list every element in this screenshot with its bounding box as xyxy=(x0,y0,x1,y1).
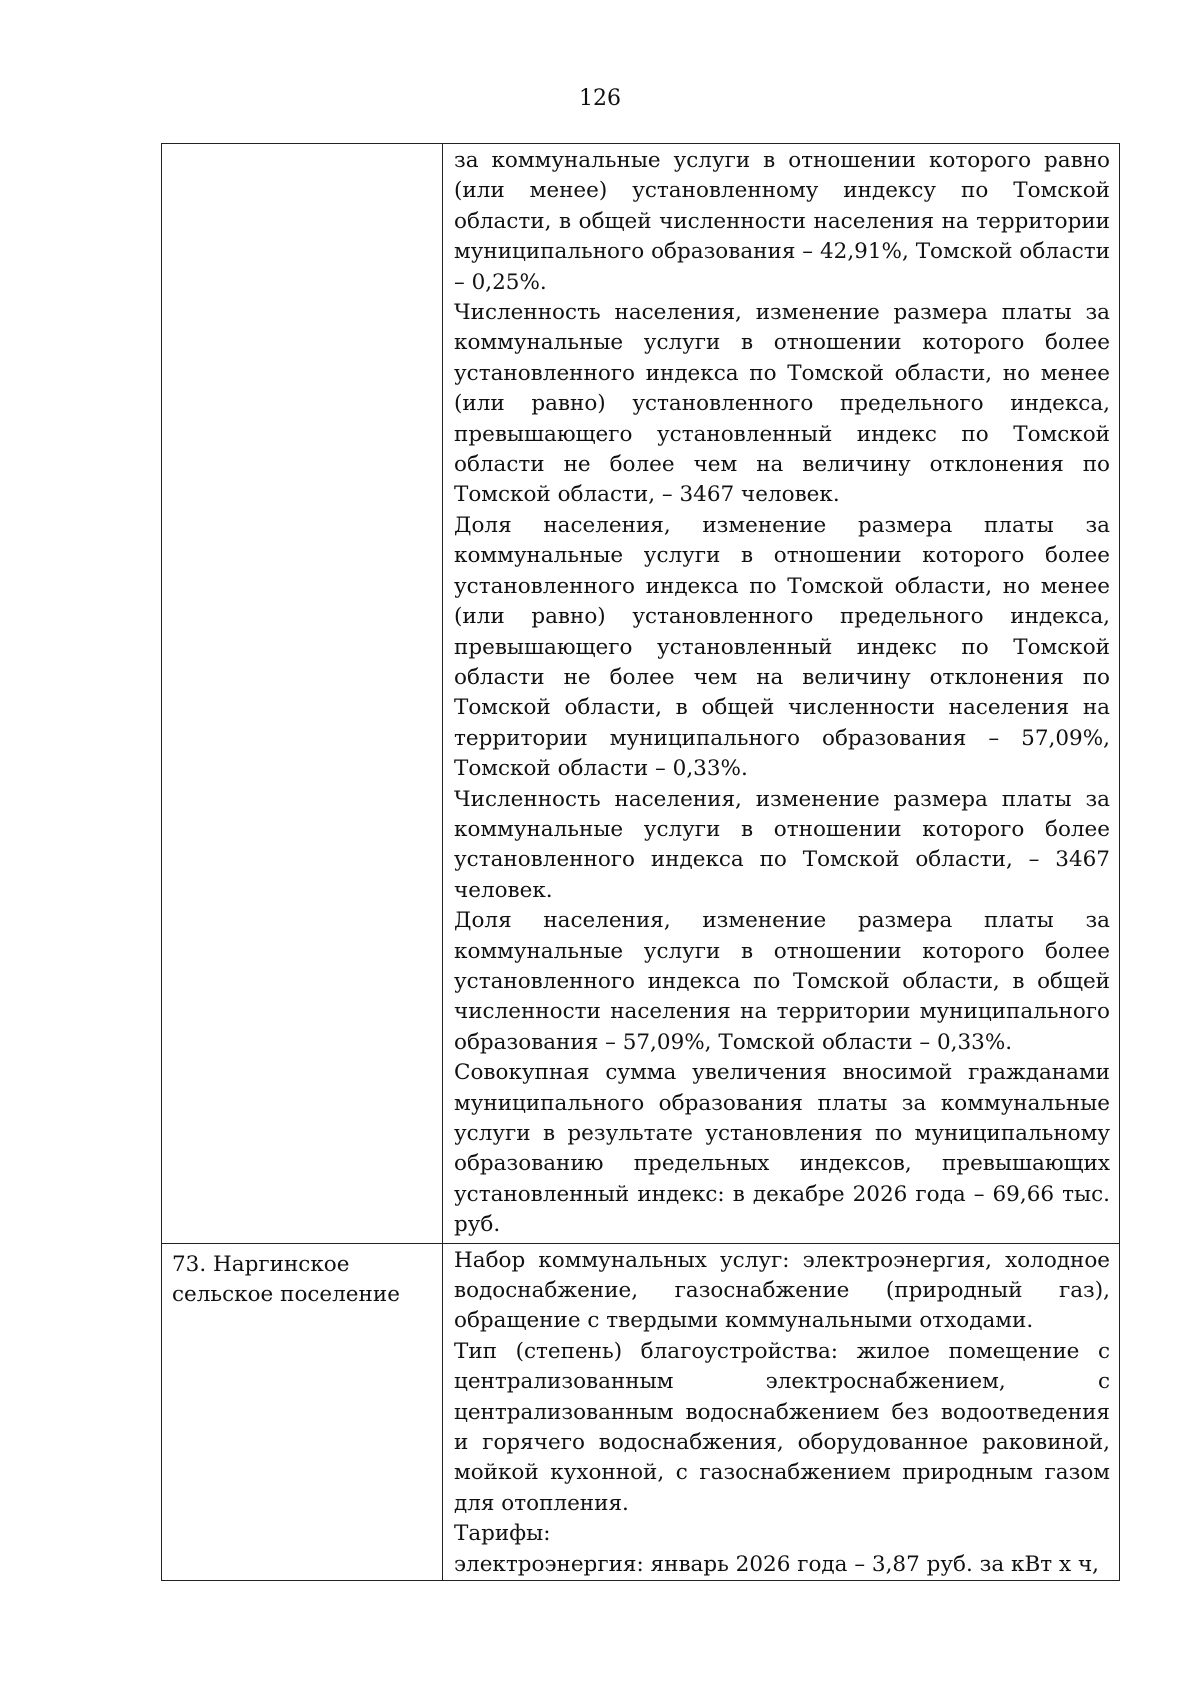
paragraph: Совокупная сумма увеличения вносимой гражданами муниципального образования платы за коммунальные услуги в результате установления по муниципальному образованию предельных индексов, превышающих установленный индекс: в декабре 2026 года – 69,66 тыс. руб. xyxy=(454,1060,1110,1238)
paragraph: Набор коммунальных услуг: электроэнергия, холодное водоснабжение, газоснабжение (природный газ), обращение с твердыми коммунальными отходами. xyxy=(454,1247,1110,1334)
paragraph: Тип (степень) благоустройства: жилое помещение с централизованным электроснабжением, с централизованным водоснабжением без водоотведения и горячего водоснабжения, оборудованное раковиной, мойкой кухонной, с газоснабжением природным газом для отопления. xyxy=(454,1338,1110,1516)
paragraph: электроэнергия: январь 2026 года – 3,87 руб. за кВт х ч, xyxy=(454,1551,1099,1577)
paragraph: за коммунальные услуги в отношении которого равно (или менее) установленному индексу по Томской области, в общей численности населения на территории муниципального образования – 42,91%, Томской области – 0,25%. xyxy=(454,148,1110,295)
municipality-cell xyxy=(162,144,443,1244)
paragraph: Численность населения, изменение размера платы за коммунальные услуги в отношении которого более установленного индекса по Томской области, – 3467 человек. xyxy=(454,786,1110,903)
paragraph: Численность населения, изменение размера платы за коммунальные услуги в отношении которого более установленного индекса по Томской области, но менее (или равно) установленного предельного индекса, превышающего установленный индекс по Томской области не более чем на величину отклонения по Томской области, – 3467 человек. xyxy=(454,300,1110,508)
paragraph: Доля населения, изменение размера платы за коммунальные услуги в отношении которого более установленного индекса по Томской области, но менее (или равно) установленного предельного индекса, превышающего установленный индекс по Томской области не более чем на величину отклонения по Томской области, в общей численности населения на территории муниципального образования – 57,09%, Томской области – 0,33%. xyxy=(454,512,1110,782)
municipality-cell: 73. Наргинское сельское поселение xyxy=(162,1243,443,1580)
paragraph: Доля населения, изменение размера платы за коммунальные услуги в отношении которого более установленного индекса по Томской области, в общей численности населения на территории муниципального образования – 57,09%, Томской области – 0,33%. xyxy=(454,908,1110,1055)
description-cell xyxy=(443,1243,1120,1580)
table-row xyxy=(162,1243,1120,1580)
indices-table xyxy=(161,143,1120,1581)
description-cell xyxy=(443,144,1120,1244)
page-number: 126 xyxy=(579,86,621,111)
table-row xyxy=(162,144,1120,1244)
paragraph: Тарифы: xyxy=(454,1521,551,1547)
